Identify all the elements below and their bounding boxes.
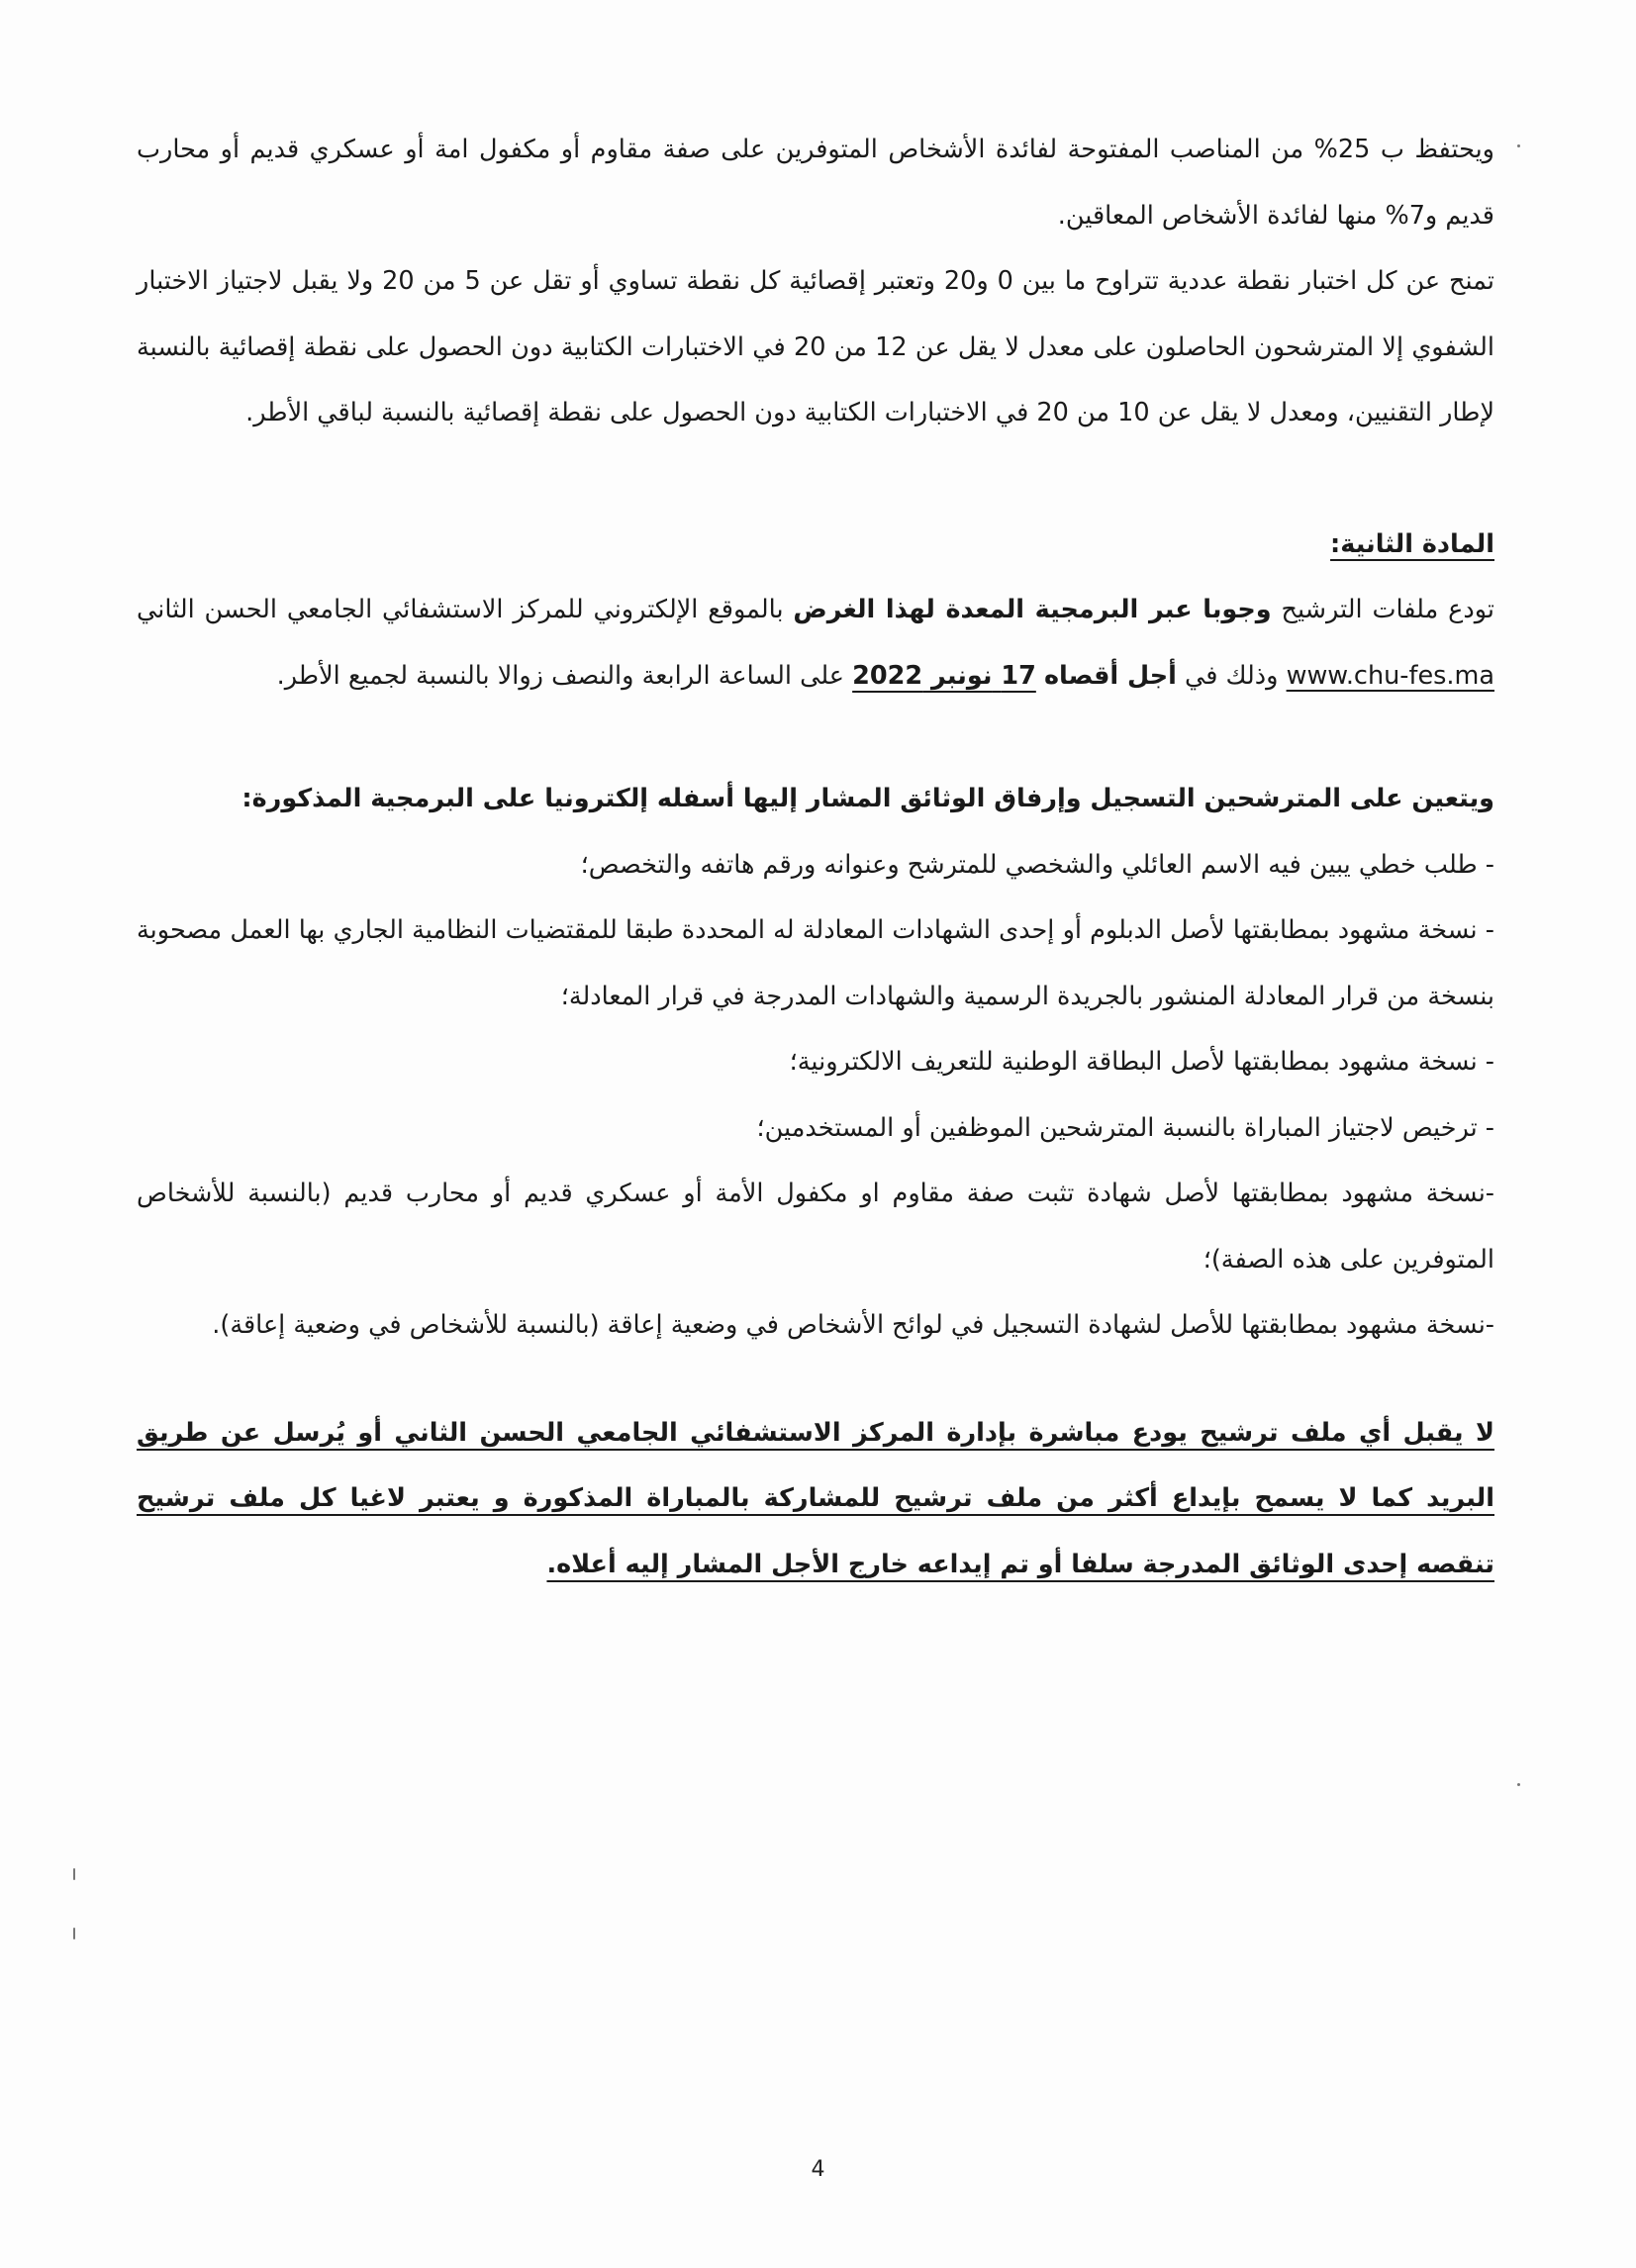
article-2-text: وذلك في — [1176, 660, 1287, 691]
document-item: -نسخة مشهود بمطابقتها لأصل شهادة تثبت صفة مقاوم او مكفول الأمة أو عسكري قديم أو محارب قديم (بالنسبة للأشخاص المتوفرين على هذه الصفة)؛ — [137, 1179, 1494, 1275]
deadline-date — [852, 661, 1036, 691]
document-item: - طلب خطي يبين فيه الاسم العائلي والشخصي للمترشح وعنوانه ورقم هاتفه والتخصص؛ — [580, 849, 1494, 880]
website-link[interactable]: www.chu-fes.ma — [1286, 660, 1494, 691]
deadline-label: أجل أقصاه — [1043, 660, 1177, 691]
article-2-paragraph — [137, 577, 1494, 709]
deadline-year: 2022 — [852, 660, 923, 691]
page-number: 4 — [811, 2157, 825, 2182]
reserved-positions-paragraph: ويحتفظ ب 25% من المناصب المفتوحة لفائدة الأشخاص المتوفرين على صفة مقاوم أو مكفول امة أو عسكري قديم أو محارب قديم و7% منها لفائدة الأشخاص المعاقين. — [137, 135, 1494, 231]
document-item: - نسخة مشهود بمطابقتها لأصل الدبلوم أو إحدى الشهادات المعادلة له المحددة طبقا للمقتضيات النظامية الجاري بها العمل مصحوبة بنسخة من قرار المعادلة المنشور بالجريدة الرسمية والشهادات المدرجة في قرار المعادلة؛ — [137, 915, 1494, 1011]
margin-mark — [1517, 1783, 1520, 1786]
deadline-day: 17 — [1001, 660, 1036, 691]
margin-mark — [73, 1928, 75, 1939]
article-2-mandatory-platform: وجوبا عبر البرمجية المعدة لهذا الغرض — [793, 595, 1272, 624]
margin-mark — [73, 1868, 75, 1880]
document-item: -نسخة مشهود بمطابقتها للأصل لشهادة التسجيل في لوائح الأشخاص في وضعية إعاقة (بالنسبة للأشخاص في وضعية إعاقة). — [212, 1310, 1494, 1340]
article-2-heading: المادة الثانية: — [1330, 528, 1494, 559]
required-documents-intro: ويتعين على المترشحين التسجيل وإرفاق الوثائق المشار إليها أسفله إلكترونيا على البرمجية المذكورة: — [241, 784, 1494, 813]
submission-notice: لا يقبل أي ملف ترشيح يودع مباشرة بإدارة المركز الاستشفائي الجامعي الحسن الثاني أو يُرسل عن طريق البريد كما لا يسمح بإيداع أكثر من ملف ترشيح للمشاركة بالمباراة المذكورة و يعتبر لاغيا كل ملف ترشيح تنقصه إحدى الوثائق المدرجة سلفا أو تم إيداعه خارج الأجل المشار إليه أعلاه. — [137, 1417, 1494, 1579]
article-2-text: بالموقع الإلكتروني للمركز الاستشفائي الجامعي الحسن الثاني — [137, 595, 794, 624]
document-item: - نسخة مشهود بمطابقتها لأصل البطاقة الوطنية للتعريف الالكترونية؛ — [789, 1047, 1494, 1077]
document-item: - ترخيص لاجتياز المباراة بالنسبة المترشحين الموظفين أو المستخدمين؛ — [756, 1112, 1494, 1143]
document-body — [137, 117, 1494, 1597]
deadline-month: نونبر — [931, 660, 993, 691]
grading-paragraph: تمنح عن كل اختبار نقطة عددية تتراوح ما بين 0 و20 وتعتبر إقصائية كل نقطة تساوي أو تقل عن 5 من 20 ولا يقبل لاجتياز الاختبار الشفوي إلا المترشحون الحاصلون على معدل لا يقل عن 12 من 20 في الاختبارات الكتابية دون الحصول على نقطة إقصائية بالنسبة لإطار التقنيين، ومعدل لا يقل عن 10 من 20 في الاختبارات الكتابية دون الحصول على نقطة إقصائية بالنسبة لباقي الأطر. — [137, 266, 1494, 427]
margin-mark — [1517, 144, 1520, 147]
article-2-text: على الساعة الرابعة والنصف زوالا بالنسبة لجميع الأطر. — [276, 660, 853, 691]
article-2-text: تودع ملفات الترشيح — [1271, 595, 1494, 624]
